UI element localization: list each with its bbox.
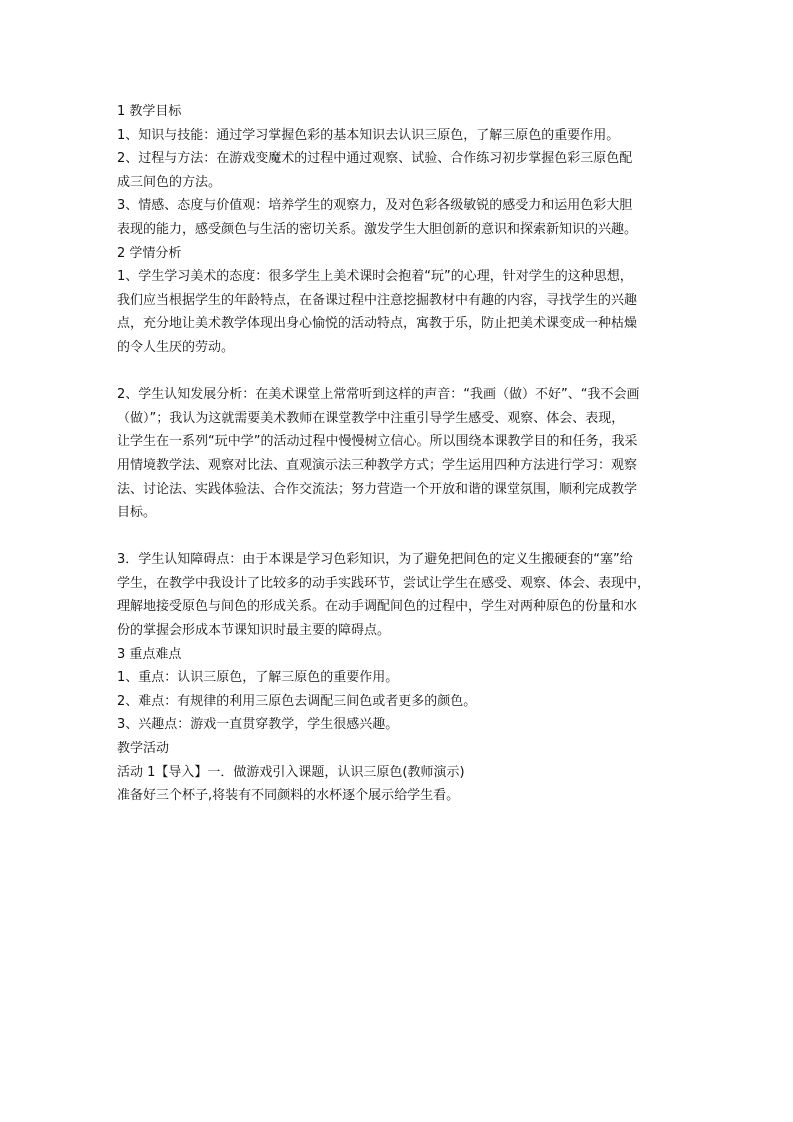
paragraph-line: 1、重点：认识三原色，了解三原色的重要作用。 [117,670,399,686]
section-heading-student-analysis: 2 学情分析 [117,245,182,261]
paragraph-line: 表现的能力，感受颜色与生活的密切关系。激发学生大胆创新的意识和探索新知识的兴趣。 [117,221,638,237]
blank-line [117,525,682,549]
paragraph-line: 理解地接受原色与间色的形成关系。在动手调配间色的过程中，学生对两种原色的份量和水 [117,599,638,615]
paragraph-line: 目标。 [117,505,157,521]
paragraph-line: 活动 1【导入】一．做游戏引入课题，认识三原色(教师演示) [117,764,465,780]
paragraph-line: 学生，在教学中我设计了比较多的动手实践环节，尝试让学生在感受、观察、体会、表现中， [117,575,651,591]
document-body [117,100,682,808]
paragraph-line: 1、学生学习美术的态度：很多学生上美术课时会抱着“玩”的心理，针对学生的这种思想， [117,269,633,285]
paragraph-line: 点，充分地让美术教学体现出身心愉悦的活动特点，寓教于乐，防止把美术课变成一种枯燥 [117,316,638,332]
section-heading-teaching-activities: 教学活动 [117,741,170,757]
blank-line [117,360,682,384]
section-heading-teaching-goals: 1 教学目标 [117,104,182,119]
section-heading-key-points: 3 重点难点 [117,646,182,662]
paragraph-line: 准备好三个杯子,将装有不同颜料的水杯逐个展示给学生看。 [117,788,460,804]
paragraph-line: 法、讨论法、实践体验法、合作交流法；努力营造一个开放和谐的课堂氛围，顺利完成教学 [117,481,638,497]
paragraph-line: 份的掌握会形成本节课知识时最主要的障碍点。 [117,623,391,639]
paragraph-line: 成三间色的方法。 [117,174,222,190]
paragraph-line: 让学生在一系列“玩中学”的活动过程中慢慢树立信心。所以围绕本课教学目的和任务，我采 [117,434,638,450]
paragraph-line: 1、知识与技能：通过学习掌握色彩的基本知识去认识三原色，了解三原色的重要作用。 [117,127,620,143]
paragraph-line: 3、兴趣点：游戏一直贯穿教学，学生很感兴趣。 [117,717,399,733]
paragraph-line: 3、情感、态度与价值观：培养学生的观察力，及对色彩各级敏锐的感受力和运用色彩大胆 [117,198,633,214]
paragraph-line: 我们应当根据学生的年龄特点，在备课过程中注意挖掘教材中有趣的内容，寻找学生的兴趣 [117,292,638,308]
paragraph-line: 2、难点：有规律的利用三原色去调配三间色或者更多的颜色。 [117,693,477,709]
paragraph-line: 2、学生认知发展分析：在美术课堂上常常听到这样的声音：“我画（做）不好”、“我不会画 [117,387,640,403]
paragraph-line: 的令人生厌的劳动。 [117,339,235,355]
paragraph-line: 3．学生认知障碍点：由于本课是学习色彩知识，为了避免把间色的定义生搬硬套的“塞”给 [117,552,633,568]
paragraph-line: （做）”；我认为这就需要美术教师在课堂教学中注重引导学生感受、观察、体会、表现， [117,410,625,426]
paragraph-line: 用情境教学法、观察对比法、直观演示法三种教学方式；学生运用四种方法进行学习：观察 [117,457,638,473]
paragraph-line: 2、过程与方法：在游戏变魔术的过程中通过观察、试验、合作练习初步掌握色彩三原色配 [117,151,633,167]
